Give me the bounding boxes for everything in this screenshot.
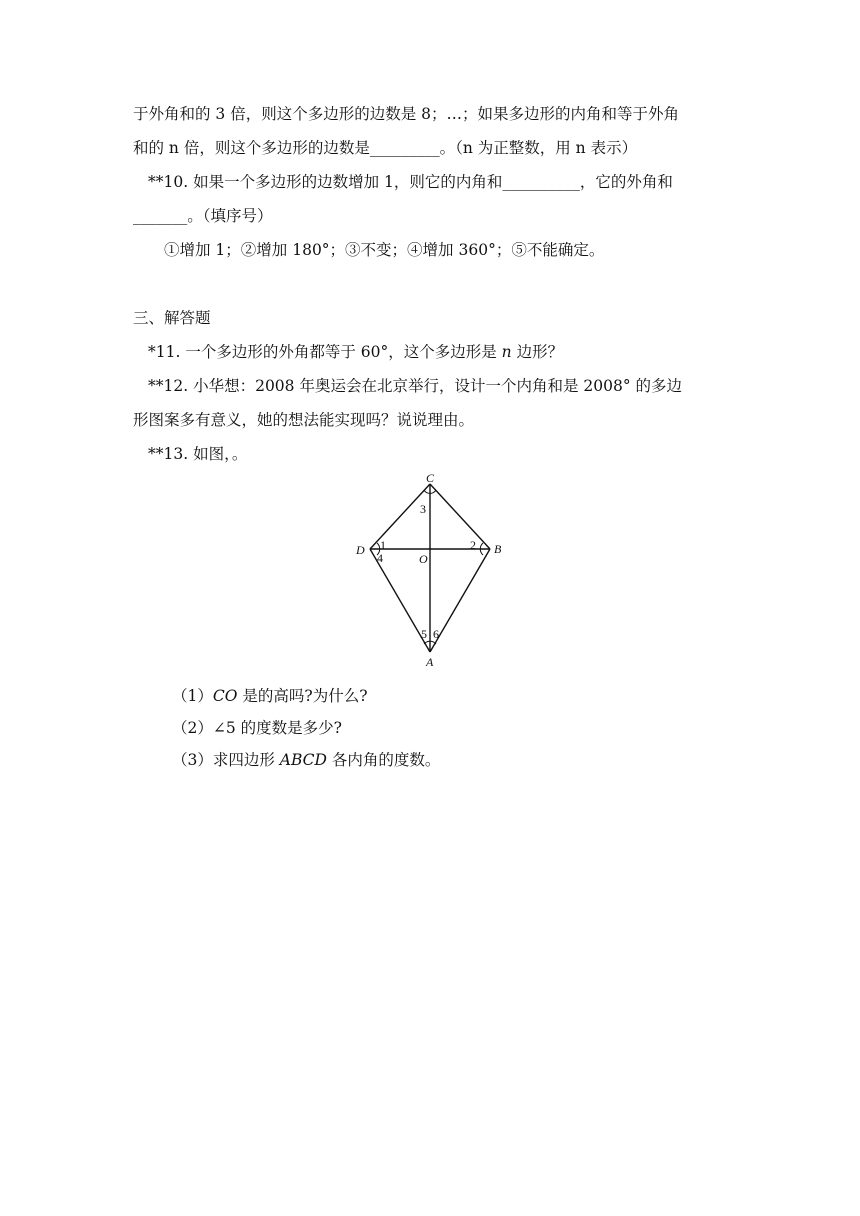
q13-sub1-prefix: （1） [172, 687, 213, 705]
angle-label-6: 6 [433, 627, 439, 641]
side-cb [430, 484, 490, 549]
q13-sub3-prefix: （3）求四边形 [172, 751, 280, 769]
q12-line-1: **12. 小华想：2008 年奥运会在北京举行，设计一个内角和是 2008° 的多边 [148, 377, 683, 395]
q13-sub1-suffix: 是的高吗?为什么? [237, 687, 368, 705]
angle-label-5: 5 [421, 627, 427, 641]
q13-sub3-var: ABCD [279, 751, 327, 769]
label-point-b: B [494, 542, 502, 556]
section-title: 三、解答题 [133, 309, 211, 327]
q13-sub-2: （2）∠5 的度数是多少? [172, 719, 342, 737]
q9-line-1: 于外角和的 3 倍，则这个多边形的边数是 8；…；如果多边形的内角和等于外角 [133, 105, 680, 123]
q13-sub3-suffix: 各内角的度数。 [326, 751, 441, 769]
side-dc [370, 484, 430, 549]
q13-sub1-var: CO [212, 687, 238, 705]
q10-line-2: _______。（填序号） [133, 207, 273, 225]
kite-figure [350, 472, 510, 672]
label-point-o: O [419, 552, 428, 566]
q11-var-n: n [501, 343, 512, 361]
angle-label-4: 4 [377, 551, 383, 565]
angle-label-2: 2 [470, 538, 476, 552]
angle-label-3: 3 [420, 502, 426, 516]
label-point-c: C [426, 472, 435, 485]
angle-label-1: 1 [380, 538, 386, 552]
q9-line-2: 和的 n 倍，则这个多边形的边数是_________。（n 为正整数，用 n 表示） [133, 139, 638, 157]
label-point-d: D [356, 543, 365, 557]
label-point-a: A [426, 655, 434, 669]
side-ba [430, 549, 490, 652]
q10-line-1: **10. 如果一个多边形的边数增加 1，则它的内角和__________，它的外角和 [148, 173, 673, 191]
q13-sub-3 [172, 750, 440, 770]
q11-suffix: 边形？ [511, 343, 564, 361]
q13-stem: **13. 如图，。 [148, 445, 248, 463]
q10-options: ①增加 1；②增加 180°；③不变；④增加 360°；⑤不能确定。 [164, 241, 605, 259]
q12-line-2: 形图案多有意义，她的想法能实现吗？说说理由。 [133, 411, 475, 429]
q11-text: *11. 一个多边形的外角都等于 60°，这个多边形是 [148, 343, 502, 361]
q11 [148, 342, 563, 362]
q13-sub-1 [172, 686, 368, 706]
